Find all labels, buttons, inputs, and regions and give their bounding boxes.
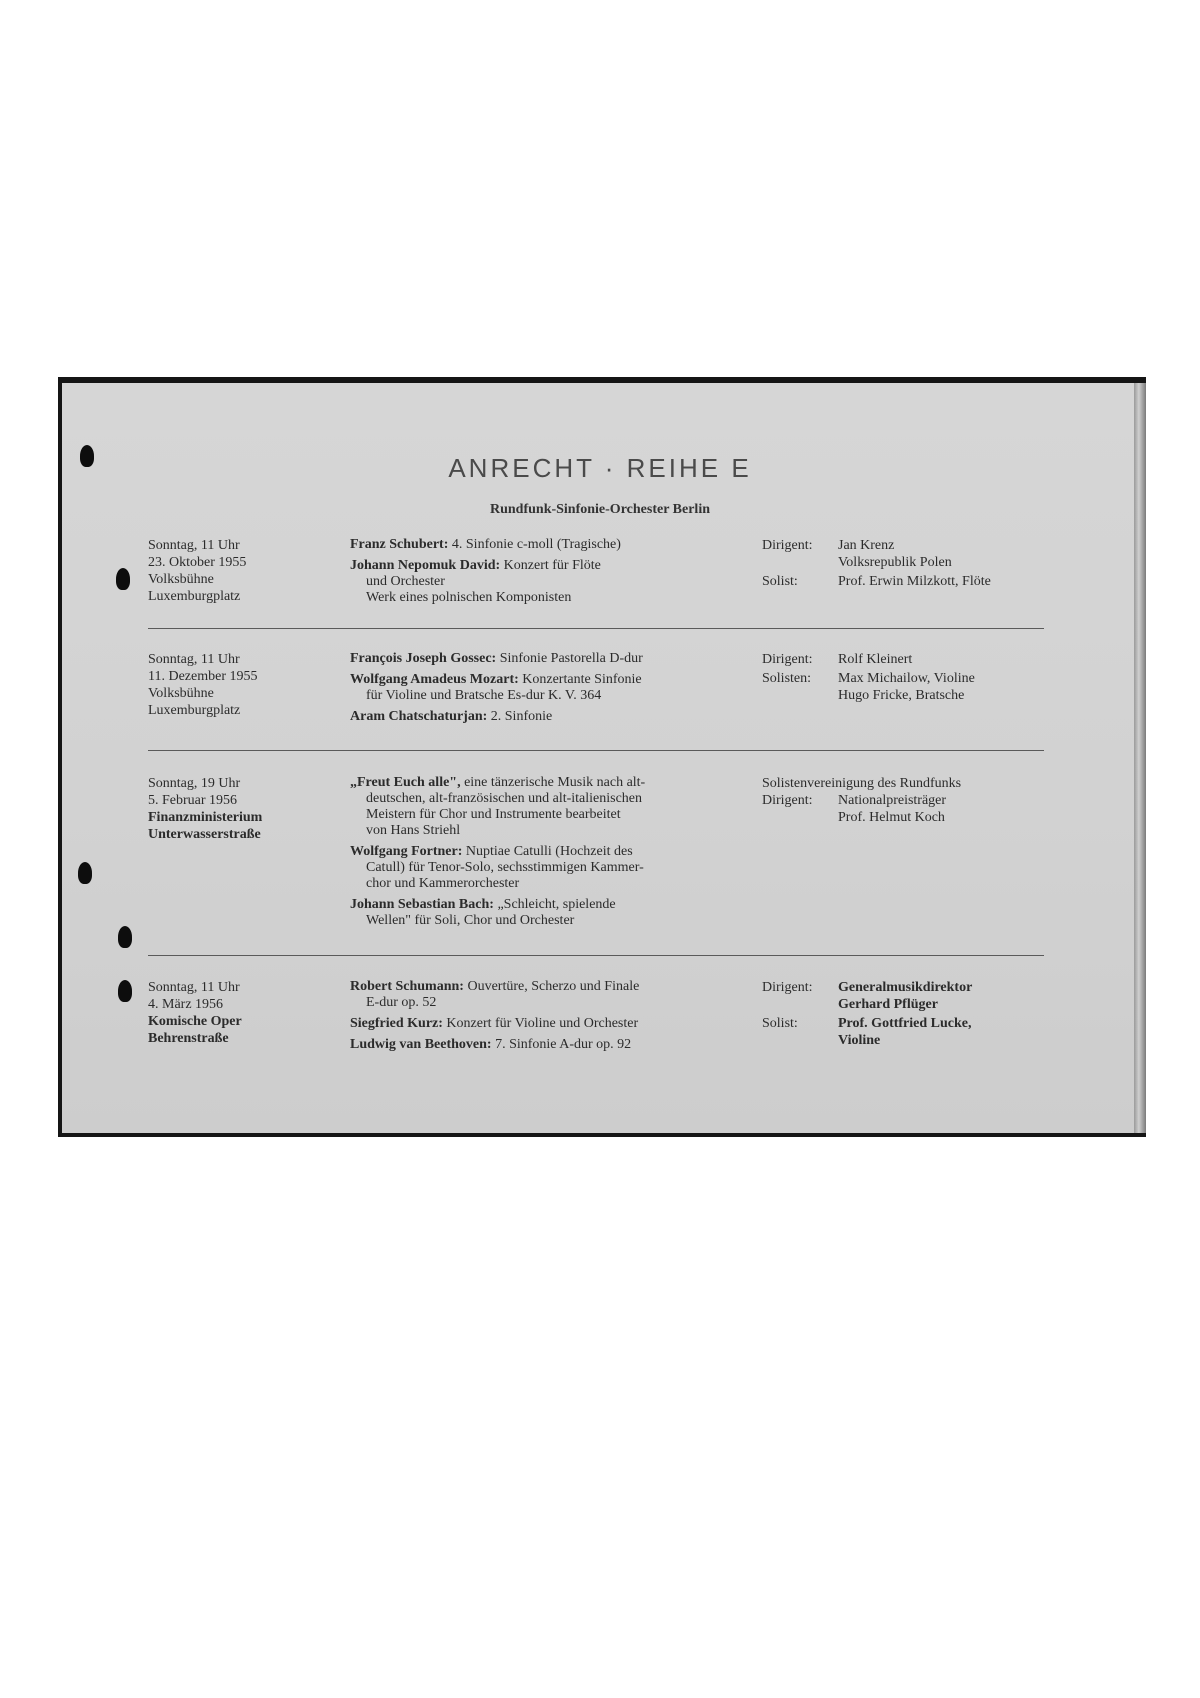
credits <box>762 775 1062 826</box>
date-venue: Sonntag, 11 Uhr 23. Oktober 1955 Volksbühne Luxemburgplatz <box>148 538 247 604</box>
punch-hole <box>118 926 132 948</box>
credit-conductor: Dirigent: Generalmusikdirektor Gerhard Pflüger <box>762 980 973 1012</box>
program-item: Wolfgang Fortner: Nuptiae Catulli (Hochzeit des Catull) für Tenor-Solo, sechsstimmigen Kammer- chor und Kammerorchester <box>350 844 644 891</box>
program <box>350 775 732 934</box>
punch-hole <box>116 568 130 590</box>
divider <box>148 750 1044 751</box>
program-item: François Joseph Gossec: Sinfonie Pastorella D-dur <box>350 651 643 666</box>
credit-soloist: Solist: Prof. Erwin Milzkott, Flöte <box>762 574 991 589</box>
program-item: Johann Sebastian Bach: „Schleicht, spielende Wellen" für Soli, Chor und Orchester <box>350 897 616 928</box>
program-item: „Freut Euch alle", eine tänzerische Musik nach alt- deutschen, alt-französischen und alt-italienischen Meistern für Chor und Instrumente bearbeitet von Hans Striehl <box>350 775 646 838</box>
divider <box>148 955 1044 956</box>
program <box>350 537 732 611</box>
program-item: Johann Nepomuk David: Konzert für Flöte und Orchester Werk eines polnischen Komponisten <box>350 558 601 605</box>
orchestra-name: Rundfunk-Sinfonie-Orchester Berlin <box>489 502 710 517</box>
card-edge <box>1134 383 1146 1133</box>
ensemble: Solistenvereinigung des Rundfunks <box>762 776 962 791</box>
program-item: Robert Schumann: Ouvertüre, Scherzo und Finale E-dur op. 52 <box>350 979 640 1010</box>
program-item: Aram Chatschaturjan: 2. Sinfonie <box>350 709 553 724</box>
program-item: Franz Schubert: 4. Sinfonie c-moll (Tragische) <box>350 537 621 552</box>
date-venue: Sonntag, 19 Uhr 5. Februar 1956 Finanzministerium Unterwasserstraße <box>148 776 263 842</box>
credits <box>762 651 1062 704</box>
program-item: Ludwig van Beethoven: 7. Sinfonie A-dur op. 92 <box>350 1037 632 1052</box>
credits <box>762 537 1062 590</box>
credit-conductor: Dirigent: Nationalpreisträger Prof. Helmut Koch <box>762 793 947 825</box>
credit-soloists: Solisten: Max Michailow, Violine Hugo Fricke, Bratsche <box>762 671 975 703</box>
punch-hole <box>118 980 132 1002</box>
program <box>350 979 732 1058</box>
program-item: Siegfried Kurz: Konzert für Violine und Orchester <box>350 1016 639 1031</box>
credit-conductor: Dirigent: Rolf Kleinert <box>762 652 913 667</box>
punch-hole <box>78 862 92 884</box>
page-title: ANRECHT · REIHE E <box>448 453 752 483</box>
date-venue: Sonntag, 11 Uhr 11. Dezember 1955 Volksbühne Luxemburgplatz <box>148 652 258 718</box>
credit-conductor: Dirigent: Jan Krenz Volksrepublik Polen <box>762 538 952 570</box>
credits <box>762 979 1062 1049</box>
date-venue: Sonntag, 11 Uhr 4. März 1956 Komische Oper Behrenstraße <box>148 980 242 1046</box>
credit-soloist: Solist: Prof. Gottfried Lucke, Violine <box>762 1016 972 1048</box>
program-item: Wolfgang Amadeus Mozart: Konzertante Sinfonie für Violine und Bratsche Es-dur K. V. 364 <box>350 672 642 703</box>
divider <box>148 628 1044 629</box>
program <box>350 651 732 730</box>
